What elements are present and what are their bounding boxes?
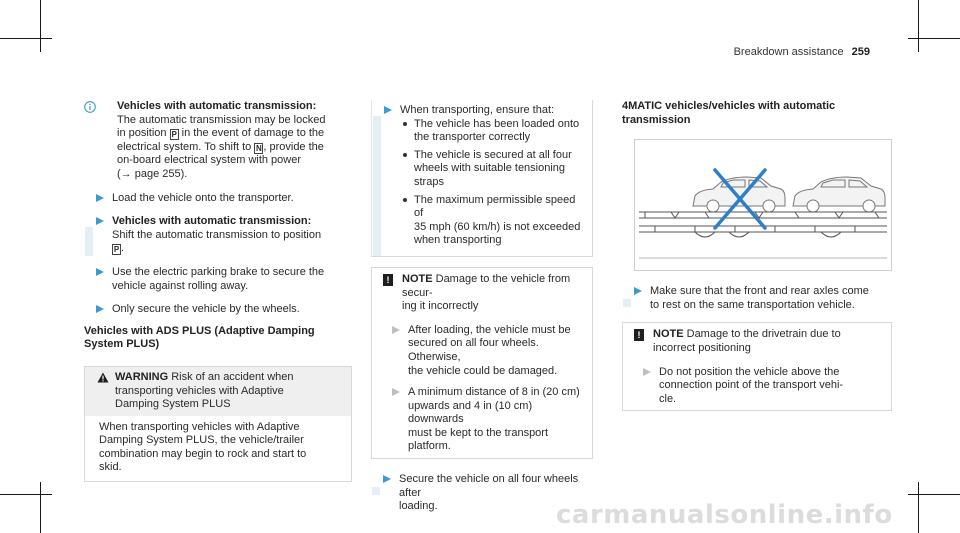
gear-p-symbol: P bbox=[113, 245, 120, 255]
crop-mark bbox=[0, 494, 52, 495]
info-icon bbox=[84, 101, 96, 113]
step-arrow-icon bbox=[96, 305, 104, 313]
running-header bbox=[734, 46, 870, 60]
bullet-item: The maximum permissible speed of 35 mph (60 km/h) is not exceeded when transporting bbox=[400, 194, 586, 248]
bullet-item: The vehicle has been loaded onto the transporter correctly bbox=[400, 118, 586, 145]
exclamation-icon: ! bbox=[634, 329, 644, 341]
section-heading: Vehicles with ADS PLUS (Adaptive Damping System PLUS) bbox=[84, 324, 315, 351]
note-box bbox=[622, 322, 892, 411]
step-arrow-icon bbox=[96, 194, 104, 202]
instruction-step: A minimum distance of 8 in (20 cm) upwards and 4 in (10 cm) downwards must be kept to the transport platform. bbox=[380, 386, 586, 454]
page-number: 259 bbox=[851, 46, 870, 58]
transporter-illustration bbox=[634, 139, 892, 271]
section-title: Breakdown assistance bbox=[733, 46, 844, 58]
bullet-item: The vehicle is secured at all four wheels with suitable tensioning straps bbox=[400, 149, 586, 190]
crop-mark bbox=[908, 494, 960, 495]
column-2 bbox=[371, 100, 593, 522]
note-label: NOTE bbox=[653, 328, 684, 341]
gear-p-symbol: P bbox=[171, 130, 177, 140]
step-arrow-icon bbox=[392, 388, 400, 396]
instruction-step: Vehicles with automatic transmission: Shift the automatic transmission to position P . bbox=[84, 215, 352, 256]
crop-mark bbox=[918, 482, 919, 533]
warning-header: WARNING Risk of an accident when transporting vehicles with Adaptive Damping System PLUS bbox=[85, 367, 351, 416]
instruction-step: Only secure the vehicle by the wheels. bbox=[84, 303, 352, 317]
warning-icon bbox=[97, 372, 109, 383]
instruction-step: Make sure that the front and rear axles come to rest on the same transportation vehicle. bbox=[622, 285, 892, 312]
step-bar bbox=[85, 227, 93, 256]
watermark: carmanualsonline.info bbox=[556, 500, 893, 530]
step-arrow-icon bbox=[96, 268, 104, 276]
exclamation-icon: ! bbox=[383, 274, 393, 286]
crop-mark bbox=[918, 0, 919, 52]
instruction-step: After loading, the vehicle must be secured on all four wheels. Otherwise, the vehicle could be damaged. bbox=[380, 324, 586, 378]
step-bar bbox=[623, 299, 631, 307]
transporter-diagram bbox=[635, 140, 891, 270]
crop-mark bbox=[0, 38, 52, 39]
warning-label: WARNING bbox=[115, 370, 169, 383]
note-header: ! NOTE Damage to the drivetrain due to incorrect positioning bbox=[631, 328, 885, 355]
step-arrow-icon bbox=[643, 368, 651, 376]
note-box bbox=[371, 267, 593, 459]
crop-mark bbox=[40, 482, 41, 533]
instruction-step: Secure the vehicle on all four wheels after loading. bbox=[371, 473, 593, 514]
crop-mark bbox=[40, 0, 41, 52]
condition-box bbox=[371, 100, 593, 257]
column-1 bbox=[84, 100, 352, 482]
step-bar bbox=[373, 116, 381, 256]
step-arrow-icon bbox=[634, 287, 642, 295]
instruction-step: Do not position the vehicle above the connection point of the transport vehi- cle. bbox=[631, 366, 885, 407]
warning-box bbox=[84, 366, 352, 482]
step-arrow-icon bbox=[392, 326, 400, 334]
info-title: Vehicles with automatic transmission: bbox=[117, 100, 317, 112]
step-arrow-icon bbox=[383, 475, 391, 483]
instruction-step: Use the electric parking brake to secure the vehicle against rolling away. bbox=[84, 266, 352, 293]
step-arrow-icon bbox=[384, 106, 392, 114]
instruction-step: When transporting, ensure that: The vehicle has been loaded onto the transporter correctly The vehicle is secured at all four wheels with suitable tensioning straps The maximum permissible speed of 35 mph (60 km/h) is not exceeded when transporting bbox=[372, 104, 586, 248]
warning-body: When transporting vehicles with Adaptive Damping System PLUS, the vehicle/trailer combination may begin to rock and start to skid. bbox=[99, 420, 307, 474]
gear-n-symbol: N bbox=[255, 143, 262, 153]
info-text: The automatic transmission may be locked in position P in the event of damage to the electrical system. To shift to N , provide the on-board electrical system with power (→ page 255). bbox=[117, 113, 326, 180]
section-heading: 4MATIC vehicles/vehicles with automatic transmission bbox=[622, 100, 836, 126]
step-arrow-icon bbox=[96, 217, 104, 225]
note-label: NOTE bbox=[402, 272, 433, 285]
info-block bbox=[84, 100, 352, 182]
instruction-step: Load the vehicle onto the transporter. bbox=[84, 192, 352, 206]
note-header: ! NOTE Damage to the vehicle from secur- ing it incorrectly bbox=[380, 273, 586, 314]
step-bar bbox=[372, 487, 380, 495]
crop-mark bbox=[908, 38, 960, 39]
column-3 bbox=[622, 100, 892, 411]
